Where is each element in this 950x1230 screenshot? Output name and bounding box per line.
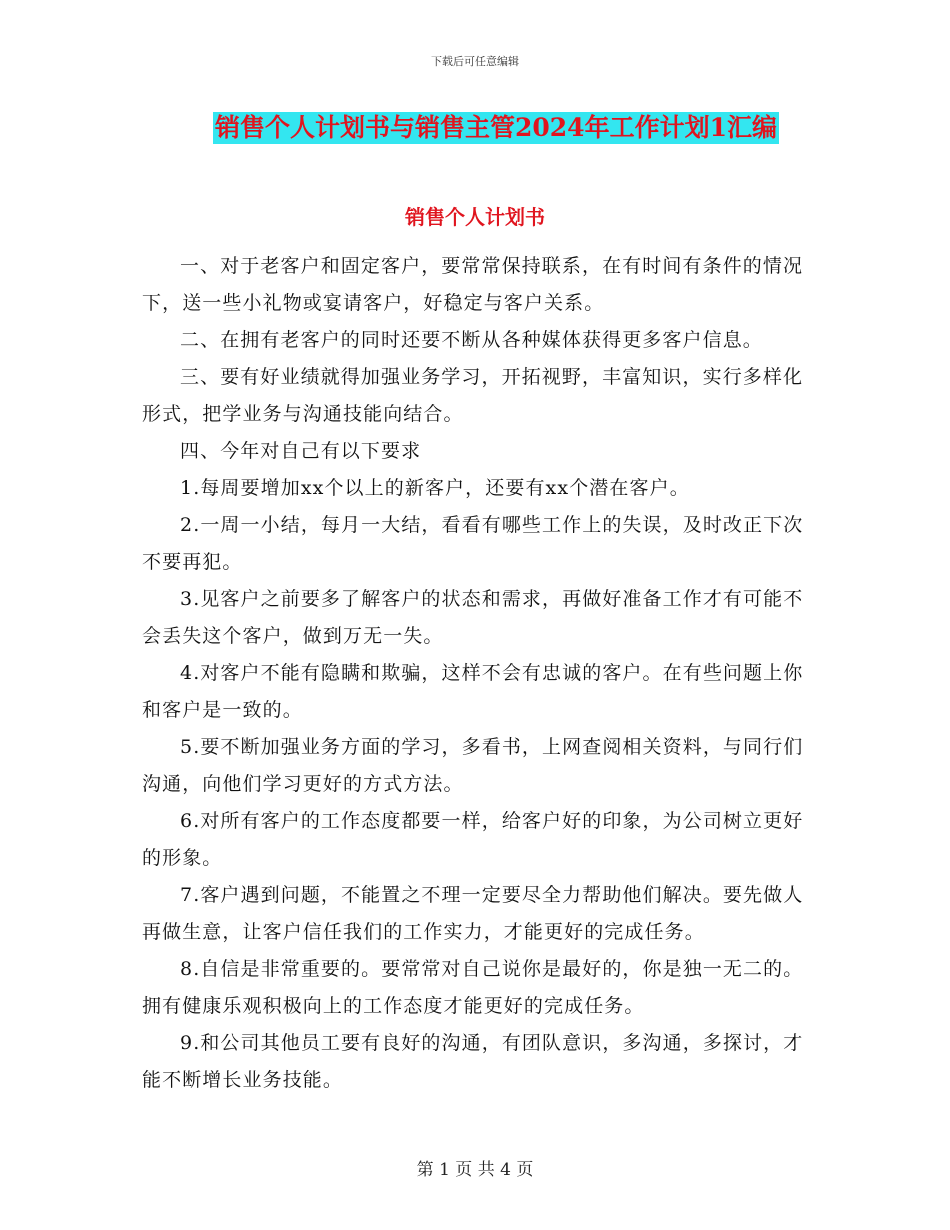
list-item-9: 9.和公司其他员工要有良好的沟通，有团队意识，多沟通，多探讨，才能不断增长业务技能。 [142,1032,804,1091]
page-footer: 第 1 页 共 4 页 [416,1160,534,1180]
section-title: 销售个人计划书 [405,205,545,229]
list-item-7: 7.客户遇到问题，不能置之不理一定要尽全力帮助他们解决。要先做人再做生意，让客户信任我们的工作实力，才能更好的完成任务。 [142,884,804,943]
list-item-1: 1.每周要增加xx个以上的新客户，还要有xx个潜在客户。 [180,477,690,499]
list-item-6: 6.对所有客户的工作态度都要一样，给客户好的印象，为公司树立更好的形象。 [142,810,804,869]
list-item-3: 3.见客户之前要多了解客户的状态和需求，再做好准备工作才有可能不会丢失这个客户，做到万无一失。 [142,588,804,647]
list-item-8: 8.自信是非常重要的。要常常对自己说你是最好的，你是独一无二的。拥有健康乐观积极向上的工作态度才能更好的完成任务。 [142,958,804,1017]
list-item-4: 4.对客户不能有隐瞒和欺骗，这样不会有忠诚的客户。在有些问题上你和客户是一致的。 [142,662,804,721]
document-body [142,248,810,1099]
document-title: 销售个人计划书与销售主管2024年工作计划1汇编 [215,113,777,142]
list-item-2: 2.一周一小结，每月一大结，看看有哪些工作上的失误，及时改正下次不要再犯。 [142,514,804,573]
paragraph-3: 三、要有好业绩就得加强业务学习，开拓视野，丰富知识，实行多样化形式，把学业务与沟通技能向结合。 [142,366,804,425]
title-wrap [0,112,950,144]
paragraph-1: 一、对于老客户和固定客户，要常常保持联系，在有时间有条件的情况下，送一些小礼物或宴请客户，好稳定与客户关系。 [142,255,804,314]
list-item-5: 5.要不断加强业务方面的学习，多看书，上网查阅相关资料，与同行们沟通，向他们学习更好的方式方法。 [142,736,804,795]
paragraph-2: 二、在拥有老客户的同时还要不断从各种媒体获得更多客户信息。 [180,329,763,351]
paragraph-4: 四、今年对自己有以下要求 [180,440,422,462]
header-note: 下载后可任意编辑 [431,55,519,68]
